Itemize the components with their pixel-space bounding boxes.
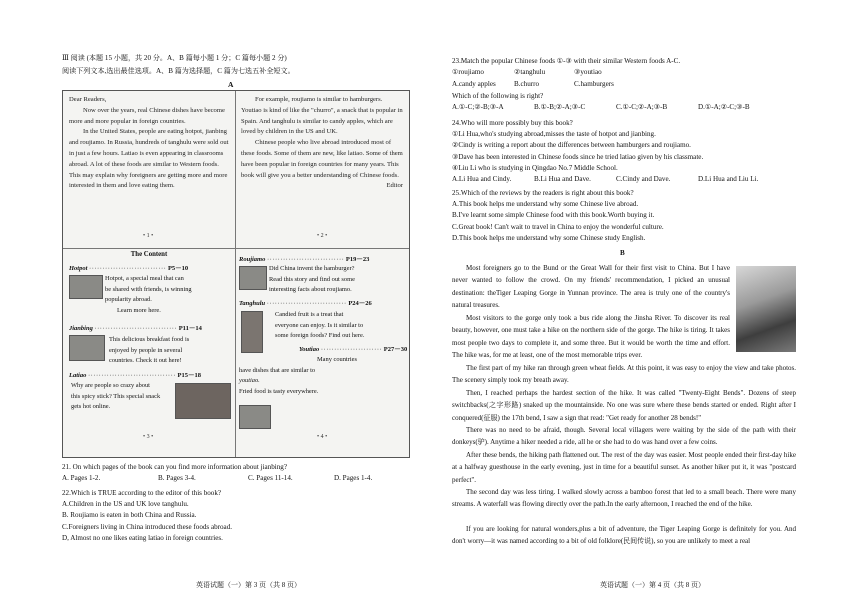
western-food-item: A.candy apples [452, 80, 496, 89]
entry-pages: P5－10 [167, 265, 189, 272]
entry-line: Hotpot, a special meal that can [105, 275, 184, 282]
entry-roujiamo-text [269, 264, 355, 296]
entry-line: popularity abroad. [105, 296, 152, 303]
entry-hotpot-head [69, 263, 188, 272]
option-b[interactable]: B. Roujiamo is eaten in both China and Russia. [62, 511, 197, 520]
candidate-item: ③Dave has been interested in Chinese foods since he tried latiao given by his classmate. [452, 152, 704, 161]
option-a[interactable]: A.This book helps me understand why some Chinese live abroad. [452, 200, 639, 209]
question-stem: 25.Which of the reviews by the readers is right about this book? [452, 189, 634, 197]
entry-jianbing-head [69, 323, 202, 332]
entry-name: Tanghulu [239, 300, 266, 307]
passage-b-paragraph-2 [452, 312, 730, 362]
passage-a-label: A [228, 80, 234, 89]
option-c[interactable]: C. Pages 11-14. [248, 474, 293, 483]
food-item: ②tanghulu [514, 68, 546, 77]
entry-line: Why are people so crazy about [71, 382, 150, 389]
question-stem: 24.Who will more possibly buy this book? [452, 119, 573, 127]
entry-latiao-head [69, 370, 201, 379]
entry-line: countries. Check it out here! [109, 357, 182, 364]
entry-pages: P15－18 [177, 372, 202, 379]
candidate-item: ①Li Hua,who's studying abroad,misses the taste of hotpot and jianbing. [452, 130, 656, 139]
question-stem: 22.Which is TRUE according to the editor of this book? [62, 489, 222, 497]
entry-dots: ······························· [94, 325, 178, 332]
book-paragraph: Chinese people who live abroad introduced most of these foods. Some of them are new, like latiao. Some of them have been popular in foreign countries for many years. This book will give you a better understanding of Chinese foods. [241, 139, 403, 179]
passage-b-paragraph-5 [452, 424, 796, 449]
question-stem: 21. On which pages of the book can you find more information about jianbing? [62, 463, 287, 471]
passage-b-paragraph-7 [452, 486, 796, 511]
western-food-item: C.hamburgers [574, 80, 614, 89]
entry-dots: ······················· [320, 346, 383, 353]
entry-line: everyone can enjoy. Is it similar to [275, 321, 364, 329]
option-a[interactable]: A.Li Hua and Cindy. [452, 175, 512, 184]
tanghulu-photo [241, 311, 263, 353]
book-paragraph: Now over the years, real Chinese dishes have become more and more popular in foreign countries. [69, 106, 225, 125]
passage-b-paragraph-8 [452, 523, 796, 548]
entry-line: be shared with friends, is winning [105, 285, 192, 293]
paragraph-text: After these bends, the hiking path flattened out. The rest of the day was easier. Most people ended their first-day hike at a halfway guesthouse in the early evening, just in time for a beautiful sunset. As another hiker put it, it was "postcard perfect". [452, 451, 796, 484]
book-signature: Editor [386, 182, 403, 190]
entry-pages: P27－30 [383, 346, 408, 353]
option-b[interactable]: B.①-B;②-A;③-C [534, 103, 586, 112]
entry-tanghulu-text [275, 310, 364, 342]
passage-b-label: B [620, 249, 625, 257]
entry-name: Jianbing [69, 325, 93, 332]
entry-roujiamo-head [239, 254, 369, 263]
entry-pages: P24－26 [348, 300, 372, 307]
entry-line: have dishes that are similar to [239, 366, 316, 374]
passage-b-paragraph-6 [452, 449, 796, 486]
youtiao-photo [239, 405, 271, 429]
book-paragraph: For example, roujiamo is similar to hamburgers. Youtiao is kind of like the "churro", a snack that is popular in Spain. And tanghulu is similar to candy apples, which are loved by children in the US and UK. [241, 96, 403, 136]
option-c[interactable]: C.Great book! Can't wait to travel in China to enjoy the wonderful culture. [452, 222, 664, 231]
entry-jianbing-text [109, 335, 189, 367]
option-d[interactable]: D. Pages 1-4. [334, 474, 373, 483]
paragraph-text: Most visitors to the gorge only took a bus ride along the Jinsha River. To discover its real beauty, however, one must take a hike on the northern side of the gorge. The hike is tiring. It takes most people two days to complete it, and some three. But it would be worth the time and effort. The hike was, for me at least, one of the most memorable trips ever. [452, 314, 730, 360]
entry-dots: ································· [87, 372, 176, 379]
jianbing-photo [69, 335, 105, 361]
entry-line: enjoyed by people in several [109, 346, 183, 354]
option-b[interactable]: B.Li Hua and Dave. [534, 175, 591, 184]
option-d[interactable]: D.①-A;②-C;③-B [698, 103, 750, 112]
section-heading: Ⅲ 阅读 (本题 15 小题，共 20 分。A、B 篇每小题 1 分；C 篇每小题 2 分) [62, 54, 287, 62]
book-scan-figure [62, 90, 410, 458]
entry-dots: ····························· [267, 256, 345, 263]
question-21 [62, 462, 402, 485]
entry-dots: ······························ [266, 300, 347, 307]
entry-youtiao-text [239, 355, 357, 397]
entry-pages: P11－14 [178, 325, 202, 332]
gorge-photo [736, 266, 796, 352]
western-food-item: B.churro [514, 80, 540, 89]
entry-line: interesting facts about roujiamo. [269, 286, 352, 293]
option-a[interactable]: A.①-C;②-B;③-A [452, 103, 504, 112]
latiao-photo [175, 383, 231, 419]
paragraph-text: The second day was less tiring. I walked slowly across a bamboo forest that led to a small beach. There were many streams. A waterfall was flowing directly over the path.In the early afternoon, I reached the end of the hike. [452, 488, 796, 509]
paragraph-text: If you are looking for natural wonders,plus a bit of adventure, the Tiger Leaping Gorge is definitely for you. And don't worry—it was named according to a bit of old folklore(民间传说), so you are unlikely to meet a real [452, 525, 796, 546]
entry-line: This delicious breakfast food is [109, 336, 190, 343]
hotpot-photo [69, 275, 103, 299]
option-c[interactable]: C.Cindy and Dave. [616, 175, 671, 184]
option-c[interactable]: C.①-C;②-A;③-B [616, 103, 668, 112]
passage-b-paragraph-3 [452, 362, 796, 387]
paragraph-text: Then, I reached perhaps the hardest section of the hike. It was called "Twenty-Eight Bends". Dozens of steep switchbacks(之字形路) snaked up the mountainside. No one was sure where these bends started or ended. Right after I conquered(征服) the 17th bend, I saw a sign that read: "Get ready for another 28 bends!" [452, 389, 796, 422]
question-25 [452, 188, 664, 244]
option-b[interactable]: B. Pages 3-4. [158, 474, 196, 483]
option-d[interactable]: D, Almost no one likes eating latiao in foreign countries. [62, 533, 223, 542]
question-23 [452, 56, 792, 114]
question-stem: 23.Match the popular Chinese foods ①-③ with their similar Western foods A-C. [452, 57, 681, 65]
option-d[interactable]: D.This book helps me understand why some Chinese study English. [452, 233, 646, 242]
paragraph-text: There was no need to be afraid, though. Several local villagers were waiting by the side of the path with their donkeys(驴). Anytime a hiker needed a ride, all he or she had to do was hand over a few coins. [452, 426, 796, 447]
entry-line: Fried food is tasty everywhere. [239, 387, 319, 395]
entry-line: gets hot online. [71, 403, 111, 410]
entry-line: Read this story and find out some [269, 275, 355, 283]
entry-youtiao-head [299, 344, 407, 353]
food-item: ①roujiamo [452, 68, 484, 77]
book-paragraph: In the United States, people are eating hotpot, jianbing and roujiamo. In Russia, hundreds of tanghulu were sold out in just a few hours. Latiao is even appearing in classrooms abroad. A lot of these foods are similar to Western foods. This may explain why foreigners are getting more and more interested in them and love eating them. [69, 128, 229, 190]
entry-dots: ····························· [89, 265, 167, 272]
paragraph-text: Most foreigners go to the Bund or the Great Wall for their first visit to China. But I have never wanted to follow the crowd. On my friends' recommendation, I picked an unusual destination: theTiger Leaping Gorge in Yunnan province. The area is truly one of the country's natural treasures. [452, 264, 730, 310]
option-c[interactable]: C.Foreigners living in China introduced these foods abroad. [62, 522, 233, 531]
right-page-footer: 英语试题（一）第 4 页（共 8 页） [600, 581, 705, 589]
entry-name: Latiao [69, 372, 87, 379]
section-instruction: 阅读下列文本,选出最佳选项。A、B 篇为选择题，C 篇为七选五补全短文。 [62, 67, 295, 75]
entry-line: Many countries [317, 356, 357, 363]
entry-line: youtiao. [239, 377, 260, 384]
entry-name: Youtiao [299, 346, 320, 353]
food-item: ③youtiao [574, 68, 602, 77]
entry-latiao-text [71, 381, 160, 413]
option-a[interactable]: A. Pages 1-2. [62, 474, 101, 483]
entry-tanghulu-head [239, 298, 372, 307]
book-page-1 [69, 95, 229, 192]
paragraph-text: The first part of my hike ran through green wheat fields. At this point, it was easy to enjoy the view and take photos. The scenery simply took my breath away. [452, 364, 796, 385]
question-24 [452, 118, 792, 186]
option-d[interactable]: D.Li Hua and Liu Li. [698, 175, 759, 184]
option-b[interactable]: B.I've learnt some simple Chinese food with this book.Worth buying it. [452, 211, 655, 220]
book-page-number: • 4 • [317, 434, 328, 440]
question-prompt: Which of the following is right? [452, 92, 544, 101]
question-22 [62, 488, 232, 544]
passage-b-paragraph-1 [452, 262, 730, 312]
entry-hotpot-text [105, 274, 192, 316]
candidate-item: ④Liu Li who is studying in Qingdao No.7 Middle School. [452, 163, 618, 172]
entry-name: Hotpot [69, 265, 88, 272]
roujiamo-photo [239, 266, 267, 290]
book-page-2 [241, 95, 403, 192]
candidate-item: ②Cindy is writing a report about the differences between hamburgers and roujiamo. [452, 141, 691, 150]
book-page-number: • 3 • [143, 434, 154, 440]
entry-line: Learn more here. [117, 306, 161, 314]
passage-b-paragraph-4 [452, 387, 796, 424]
book-spine-line [235, 91, 236, 457]
entry-pages: P19－23 [345, 256, 370, 263]
book-page-number: • 1 • [143, 233, 154, 239]
entry-name: Roujiamo [239, 256, 266, 263]
book-page-divider [63, 248, 409, 249]
entry-line: some foreign foods? Find out here. [275, 332, 365, 339]
entry-line: Did China invent the hamburger? [269, 265, 355, 272]
book-greeting: Dear Readers, [69, 96, 107, 103]
entry-line: Candied fruit is a treat that [275, 311, 344, 318]
book-content-title: The Content [130, 251, 168, 258]
entry-line: this spicy stick? This special snack [71, 392, 161, 400]
book-page-number: • 2 • [317, 233, 328, 239]
left-page-footer: 英语试题（一）第 3 页（共 8 页） [196, 581, 301, 589]
option-a[interactable]: A.Children in the US and UK love tanghulu. [62, 500, 189, 509]
